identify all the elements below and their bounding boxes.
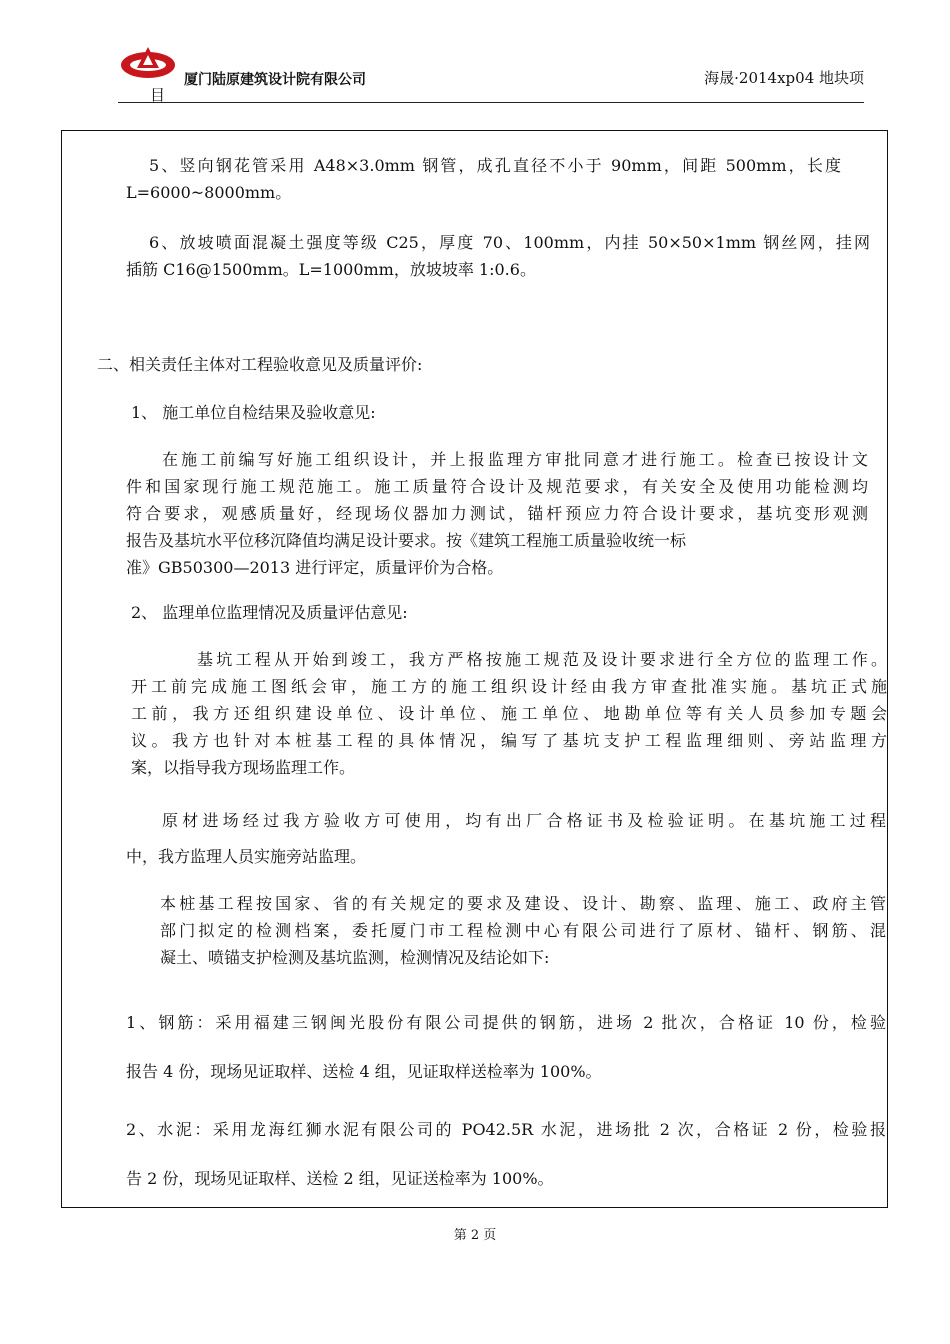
check-rebar: 1、钢筋：采用福建三钢闽光股份有限公司提供的钢筋，进场 2 批次，合格证 10 份，检验 报告 4 份，现场见证取样、送检 4 组，见证取样送检率为 100%。 — [126, 1013, 886, 1081]
project-title: 海晟·2014xp04 地块项 — [704, 69, 864, 87]
logo-char: 目 — [150, 86, 166, 104]
item-5-cont: L=6000~8000mm。 — [126, 183, 292, 202]
section-2-title: 二、相关责任主体对工程验收意见及质量评价: — [97, 355, 423, 374]
company-name: 厦门陆原建筑设计院有限公司 — [184, 72, 366, 88]
sub-2-para-3: 本桩基工程按国家、省的有关规定的要求及建设、设计、勘察、监理、施工、政府主管 部门拟定的检测档案，委托厦门市工程检测中心有限公司进行了原材、锚杆、钢筋、混 凝土、喷锚支护检测及基坑监测，检测情况及结论如下: — [160, 894, 886, 967]
sub-1-body: 在施工前编写好施工组织设计，并上报监理方审批同意才进行施工。检查已按设计文 件和国家现行施工规范施工。施工质量符合设计及规范要求，有关安全及使用功能检测均 符合要求，观感质量好，经现场仪器加力测试，锚杆预应力符合设计要求，基坑变形观测 报告及基坑水平位移沉降值均满足设计要求。按《建筑工程施工质量验收统一标 准》GB50300—2013 进行评定，质量评价为合格。 — [126, 450, 868, 577]
sub-2-para-1: 基坑工程从开始到竣工，我方严格按施工规范及设计要求进行全方位的监理工作。 开工前完成施工图纸会审，施工方的施工组织设计经由我方审查批准实施。基坑正式施 工前，我方还组织建设单位、设计单位、施工单位、地勘单位等有关人员参加专题会 议。我方也针对本桩基工程的具体情况，编写了基坑支护工程监理细则、旁站监理方 案，以指导我方现场监理工作。 — [131, 650, 887, 777]
page-number: 第 2 页 — [453, 1228, 497, 1243]
check-cement: 2、水泥：采用龙海红狮水泥有限公司的 PO42.5R 水泥，进场批 2 次，合格证 2 份，检验报 告 2 份，现场见证取样、送检 2 组，见证送检率为 100%。 — [126, 1120, 886, 1188]
item-5: 5、竖向钢花管采用 A48×3.0mm 钢管，成孔直径不小于 90mm，间距 500mm，长度 — [149, 156, 841, 175]
company-logo-icon — [118, 44, 178, 84]
sub-2-title: 2、 监理单位监理情况及质量评估意见: — [131, 603, 408, 622]
header-rule — [118, 102, 864, 103]
sub-1-title: 1、 施工单位自检结果及验收意见: — [131, 403, 376, 422]
item-6: 6、放坡喷面混凝土强度等级 C25，厚度 70、100mm，内挂 50×50×1mm 钢丝网，挂网 — [149, 233, 870, 252]
item-6-cont: 插筋 C16@1500mm。L=1000mm，放坡坡率 1:0.6。 — [126, 260, 536, 279]
sub-2-para-2: 原材进场经过我方验收方可使用，均有出厂合格证书及检验证明。在基坑施工过程 中，我方监理人员实施旁站监理。 — [126, 811, 886, 866]
